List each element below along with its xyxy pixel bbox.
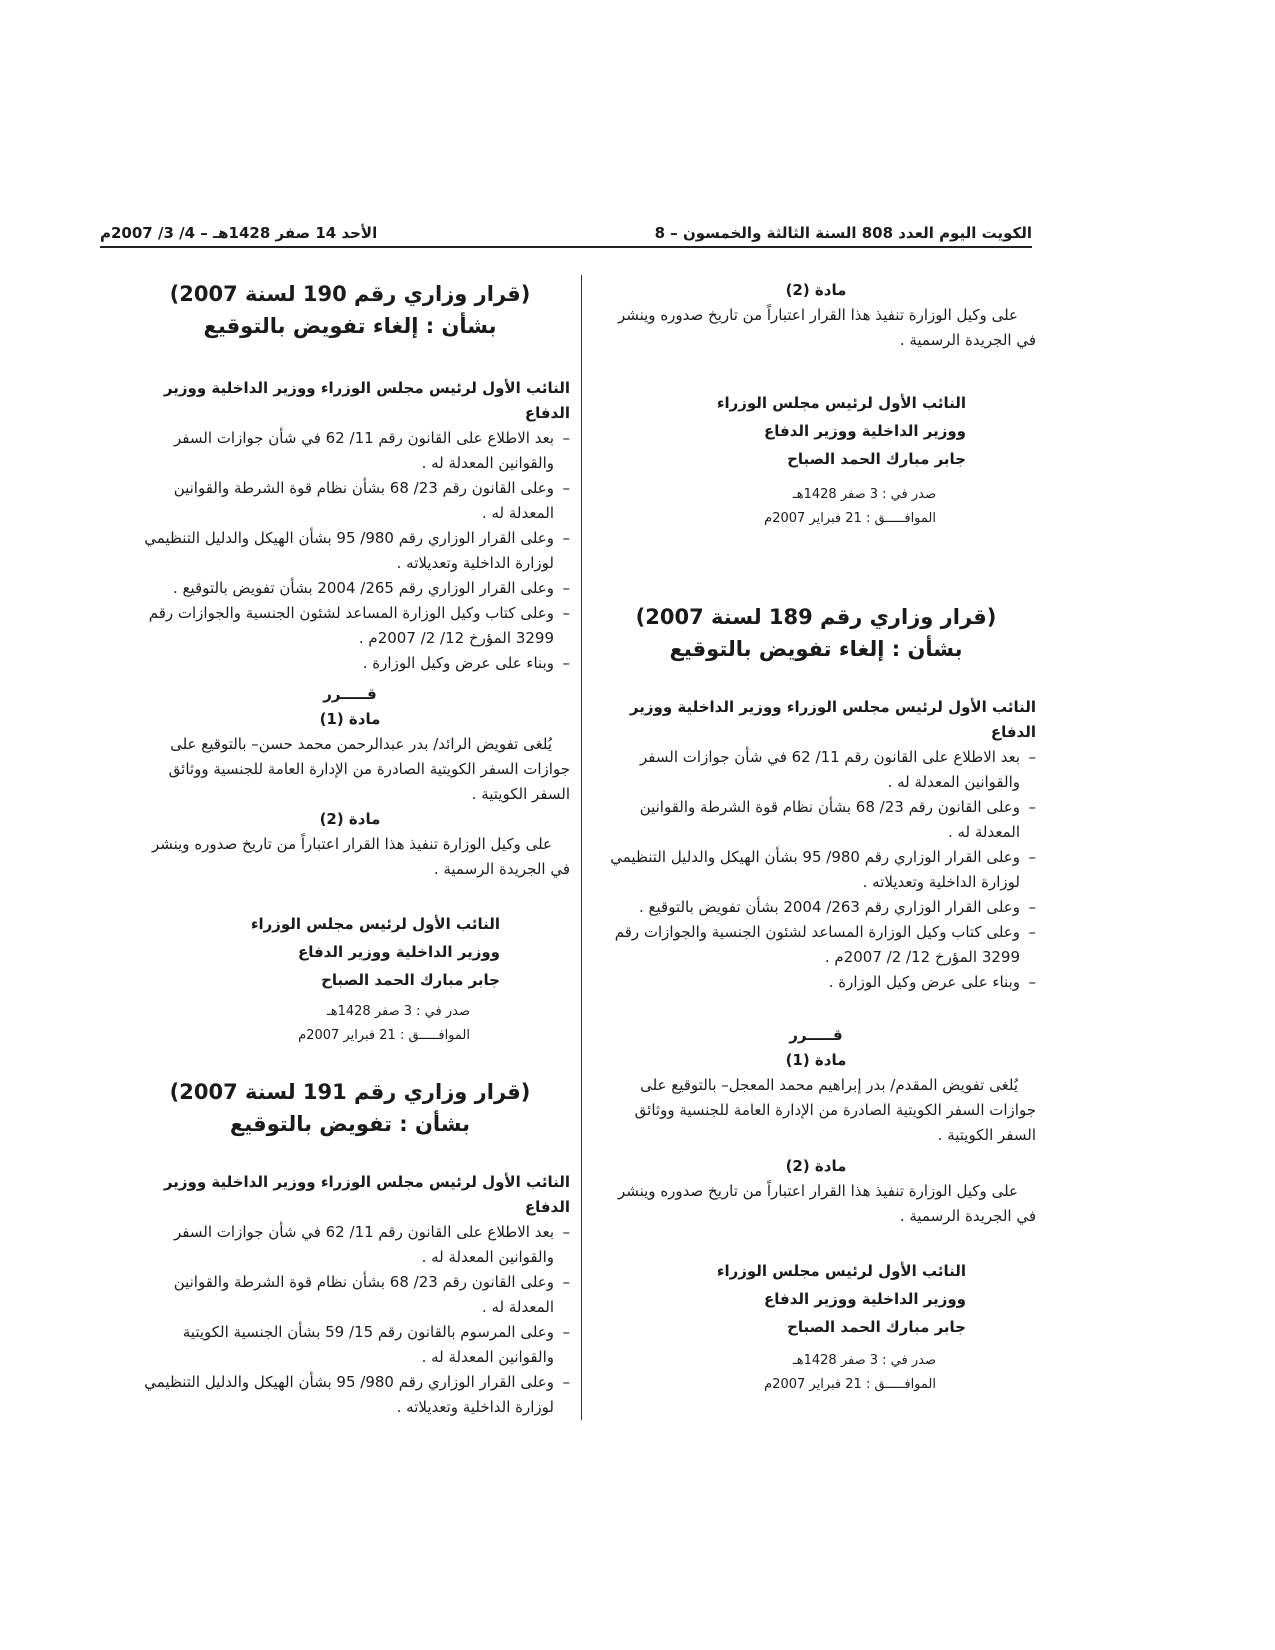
article-2-title: مادة (2) xyxy=(785,1157,847,1175)
corresponding-date: الموافـــــق : 21 فبراير 2007م xyxy=(764,511,936,526)
decision-189-subject: بشأن : إلغاء تفويض بالتوقيع xyxy=(669,637,963,661)
provision-item: – بعد الاطلاع على القانون رقم 11/ 62 في شأن جوازات السفر والقوانين المعدلة له . xyxy=(130,1220,570,1270)
left-column xyxy=(130,278,570,1420)
decision-189-authority: النائب الأول لرئيس مجلس الوزراء ووزير الداخلية ووزير الدفاع xyxy=(629,698,1036,741)
signature-name: جابر مبارك الحمد الصباح xyxy=(787,450,966,468)
decision-189-provisions xyxy=(596,745,1036,995)
header-date: الأحد 14 صفر 1428هـ – 4/ 3/ 2007م xyxy=(100,224,378,242)
decision-190-authority: النائب الأول لرئيس مجلس الوزراء ووزير الداخلية ووزير الدفاع xyxy=(163,379,570,422)
provision-item: – وعلى المرسوم بالقانون رقم 15/ 59 بشأن الجنسية الكويتية والقوانين المعدلة له . xyxy=(130,1320,570,1370)
signature-line-2: ووزير الداخلية ووزير الدفاع xyxy=(763,422,966,440)
article-1-text: يُلغى تفويض الرائد/ بدر عبدالرحمن محمد حسن– بالتوقيع على جوازات السفر الكويتية الصادرة من الإدارة العامة للجنسية ووثائق السفر الكويتية . xyxy=(168,735,570,803)
provision-item: – بعد الاطلاع على القانون رقم 11/ 62 في شأن جوازات السفر والقوانين المعدلة له . xyxy=(596,745,1036,795)
decision-191-subject: بشأن : تفويض بالتوقيع xyxy=(229,1112,471,1136)
provision-item: – وعلى القانون رقم 23/ 68 بشأن نظام قوة الشرطة والقوانين المعدلة له . xyxy=(130,476,570,526)
provision-item: – وعلى القرار الوزاري رقم 263/ 2004 بشأن تفويض بالتوقيع . xyxy=(596,895,1036,920)
decision-191-provisions xyxy=(130,1220,570,1420)
signature-line-1: النائب الأول لرئيس مجلس الوزراء xyxy=(716,394,966,412)
provision-item: – وعلى القرار الوزاري رقم 265/ 2004 بشأن تفويض بالتوقيع . xyxy=(130,576,570,601)
decision-189-title: (قرار وزاري رقم 189 لسنة 2007) xyxy=(635,605,997,629)
provision-item: – وعلى كتاب وكيل الوزارة المساعد لشئون الجنسية والجوازات رقم 3299 المؤرخ 12/ 2/ 2007م . xyxy=(596,920,1036,970)
article-1-title: مادة (1) xyxy=(785,1051,847,1069)
article-2-title: مادة (2) xyxy=(319,810,381,828)
article-1-text: يُلغى تفويض المقدم/ بدر إبراهيم محمد المعجل– بالتوقيع على جوازات السفر الكويتية الصادرة من الإدارة العامة للجنسية ووثائق السفر الكويتية . xyxy=(634,1076,1036,1144)
header-issue-info: الكويت اليوم العدد 808 السنة الثالثة والخمسون – 8 xyxy=(654,224,1032,242)
decision-190-title: (قرار وزاري رقم 190 لسنة 2007) xyxy=(169,282,531,306)
provision-item: – وعلى القرار الوزاري رقم 980/ 95 بشأن الهيكل والدليل التنظيمي لوزارة الداخلية وتعديلاته . xyxy=(596,845,1036,895)
corresponding-date: الموافـــــق : 21 فبراير 2007م xyxy=(764,1377,936,1392)
provision-item: – وعلى القرار الوزاري رقم 980/ 95 بشأن الهيكل والدليل التنظيمي لوزارة الداخلية وتعديلاته . xyxy=(130,526,570,576)
article-2-text: على وكيل الوزارة تنفيذ هذا القرار اعتباراً من تاريخ صدوره وينشر في الجريدة الرسمية . xyxy=(151,835,570,878)
decision-191-authority: النائب الأول لرئيس مجلس الوزراء ووزير الداخلية ووزير الدفاع xyxy=(163,1173,570,1216)
decides-heading: قـــــرر xyxy=(789,1026,843,1044)
provision-item: – وبناء على عرض وكيل الوزارة . xyxy=(130,651,570,676)
column-divider xyxy=(581,275,582,1420)
signature-line-2: ووزير الداخلية ووزير الدفاع xyxy=(297,943,500,961)
provision-item: – بعد الاطلاع على القانون رقم 11/ 62 في شأن جوازات السفر والقوانين المعدلة له . xyxy=(130,426,570,476)
article-1-title: مادة (1) xyxy=(319,710,381,728)
signature-line-2: ووزير الداخلية ووزير الدفاع xyxy=(763,1290,966,1308)
decision-190-provisions xyxy=(130,426,570,676)
provision-item: – وبناء على عرض وكيل الوزارة . xyxy=(596,970,1036,995)
issue-date: صدر في : 3 صفر 1428هـ xyxy=(792,1353,936,1368)
article-2-text: على وكيل الوزارة تنفيذ هذا القرار اعتباراً من تاريخ صدوره وينشر في الجريدة الرسمية . xyxy=(617,1182,1036,1225)
article-2-text: على وكيل الوزارة تنفيذ هذا القرار اعتباراً من تاريخ صدوره وينشر في الجريدة الرسمية . xyxy=(617,306,1036,349)
provision-item: – وعلى القانون رقم 23/ 68 بشأن نظام قوة الشرطة والقوانين المعدلة له . xyxy=(596,795,1036,845)
right-column xyxy=(596,278,1036,1397)
provision-item: – وعلى القانون رقم 23/ 68 بشأن نظام قوة الشرطة والقوانين المعدلة له . xyxy=(130,1270,570,1320)
corresponding-date: الموافـــــق : 21 فبراير 2007م xyxy=(298,1028,470,1043)
signature-line-1: النائب الأول لرئيس مجلس الوزراء xyxy=(716,1262,966,1280)
signature-name: جابر مبارك الحمد الصباح xyxy=(321,971,500,989)
decides-heading: قـــــرر xyxy=(323,685,377,703)
signature-name: جابر مبارك الحمد الصباح xyxy=(787,1318,966,1336)
provision-item: – وعلى القرار الوزاري رقم 980/ 95 بشأن الهيكل والدليل التنظيمي لوزارة الداخلية وتعديلاته . xyxy=(130,1370,570,1420)
decision-190-subject: بشأن : إلغاء تفويض بالتوقيع xyxy=(203,314,497,338)
issue-date: صدر في : 3 صفر 1428هـ xyxy=(326,1004,470,1019)
article-2-title: مادة (2) xyxy=(785,281,847,299)
page-header xyxy=(100,212,1032,248)
issue-date: صدر في : 3 صفر 1428هـ xyxy=(792,487,936,502)
signature-line-1: النائب الأول لرئيس مجلس الوزراء xyxy=(250,915,500,933)
decision-191-title: (قرار وزاري رقم 191 لسنة 2007) xyxy=(169,1080,531,1104)
provision-item: – وعلى كتاب وكيل الوزارة المساعد لشئون الجنسية والجوازات رقم 3299 المؤرخ 12/ 2/ 2007م . xyxy=(130,601,570,651)
